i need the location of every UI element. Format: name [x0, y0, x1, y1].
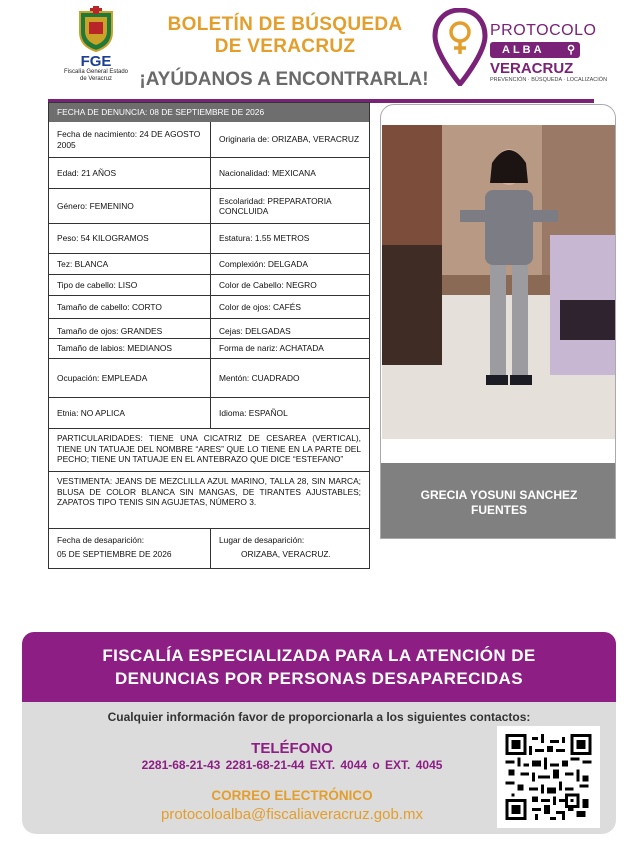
- height-cell: Estatura: 1.55 METROS: [211, 224, 369, 254]
- name-line-2: FUENTES: [470, 503, 527, 517]
- location-pin-female-icon: [432, 8, 488, 86]
- hair-color-cell: Color de Cabello: NEGRO: [211, 275, 369, 296]
- hair-length-cell: Tamaño de cabello: CORTO: [49, 296, 211, 319]
- magnifier-icon: ⚲: [566, 44, 575, 56]
- banner-line-2: DENUNCIAS POR PERSONAS DESAPARECIDAS: [115, 669, 523, 688]
- chin-cell: Mentón: CUADRADO: [211, 359, 369, 398]
- build-cell: Complexión: DELGADA: [211, 254, 369, 275]
- name-line-1: GRECIA YOSUNI SANCHEZ: [420, 488, 578, 502]
- bulletin-title: [150, 14, 420, 58]
- lips-cell: Tamaño de labios: MEDIANOS: [49, 339, 211, 359]
- disappearance-date-label: Fecha de desaparición:: [57, 535, 145, 545]
- fge-logo-subtext: Fiscalía General Estado de Veracruz: [63, 69, 129, 82]
- occupation-cell: Ocupación: EMPLEADA: [49, 359, 211, 398]
- title-line-1: BOLETÍN DE BÚSQUEDA: [167, 14, 403, 35]
- eyebrows-cell: Cejas: DELGADAS: [211, 319, 369, 339]
- disappearance-date-cell: [49, 529, 211, 568]
- disappearance-place-value: ORIZABA, VERACRUZ.: [241, 548, 331, 559]
- age-cell: Edad: 21 AÑOS: [49, 158, 211, 189]
- fiscalia-banner: [22, 632, 616, 702]
- weight-cell: Peso: 54 KILOGRAMOS: [49, 224, 211, 254]
- eye-size-cell: Tamaño de ojos: GRANDES: [49, 319, 211, 339]
- alba-logo-tagline: PREVENCIÓN · BÚSQUEDA · LOCALIZACIÓN: [490, 77, 608, 83]
- bulletin-subtitle: ¡AYÚDANOS A ENCONTRARLA!: [139, 69, 429, 90]
- title-line-2: DE VERACRUZ: [214, 36, 356, 57]
- report-date-bar: FECHA DE DENUNCIA: 08 DE SEPTIEMBRE DE 2026: [49, 103, 369, 122]
- eye-color-cell: Color de ojos: CAFÉS: [211, 296, 369, 319]
- missing-person-data-table: [48, 102, 370, 569]
- alba-logo-line-2: ALBA: [502, 44, 545, 56]
- disappearance-place-label: Lugar de desaparición:: [219, 535, 305, 545]
- missing-person-name: [381, 463, 616, 539]
- missing-person-photo: [382, 125, 616, 439]
- protocolo-alba-logo: [432, 8, 608, 88]
- disappearance-place-cell: [211, 529, 369, 568]
- alba-logo-line-3: VERACRUZ: [490, 60, 574, 77]
- contact-lead-text: Cualquier información favor de proporcionarla a los siguientes contactos:: [107, 710, 531, 724]
- email-title: CORREO ELECTRÓNICO: [211, 788, 373, 803]
- nationality-cell: Nacionalidad: MEXICANA: [211, 158, 369, 189]
- birthdate-cell: Fecha de nacimiento: 24 DE AGOSTO 2005: [49, 122, 211, 158]
- banner-line-1: FISCALÍA ESPECIALIZADA PARA LA ATENCIÓN DE: [102, 646, 536, 665]
- email-address[interactable]: protocoloalba@fiscaliaveracruz.gob.mx: [160, 806, 424, 823]
- clothing-cell: VESTIMENTA: JEANS DE MEZCLILLA AZUL MARINO, TALLA 28, SIN MARCA; BLUSA DE COLOR BLANCA SIN MANGAS, DE TIRANTES AJUSTABLES; ZAPATOS TIPO TENIS SIN AGUJETAS, NÚMERO 3.: [49, 472, 369, 529]
- photo-panel: [380, 104, 616, 539]
- particularities-cell: PARTICULARIDADES: TIENE UNA CICATRIZ DE CESAREA (VERTICAL), TIENE UN TATUAJE DEL NOMBRE “ARES” QUE LO TIENE EN LA PARTE DEL PECHO; TIENE UN TATUAJE EN EL ANTEBRAZO QUE DICE “ESTEFANO”: [49, 429, 369, 472]
- origin-cell: Originaria de: ORIZABA, VERACRUZ: [211, 122, 369, 158]
- education-cell: Escolaridad: PREPARATORIA CONCLUIDA: [211, 189, 369, 224]
- disappearance-date-value: 05 DE SEPTIEMBRE DE 2026: [57, 548, 172, 559]
- skin-cell: Tez: BLANCA: [49, 254, 211, 275]
- ethnicity-cell: Etnia: NO APLICA: [49, 398, 211, 429]
- qr-code-icon[interactable]: [497, 726, 600, 828]
- gender-cell: Género: FEMENINO: [49, 189, 211, 224]
- fge-logo-text: FGE: [80, 53, 112, 70]
- alba-logo-line-1: PROTOCOLO: [490, 22, 597, 39]
- alba-logo-badge: [490, 42, 580, 58]
- fge-logo: [60, 6, 132, 90]
- hair-type-cell: Tipo de cabello: LISO: [49, 275, 211, 296]
- phone-title: TELÉFONO: [251, 740, 333, 757]
- language-cell: Idioma: ESPAÑOL: [211, 398, 369, 429]
- nose-cell: Forma de nariz: ACHATADA: [211, 339, 369, 359]
- fge-shield-icon: [76, 6, 116, 52]
- phone-numbers[interactable]: 2281-68-21-43 2281-68-21-44 EXT. 4044 o EXT. 4045: [141, 758, 443, 772]
